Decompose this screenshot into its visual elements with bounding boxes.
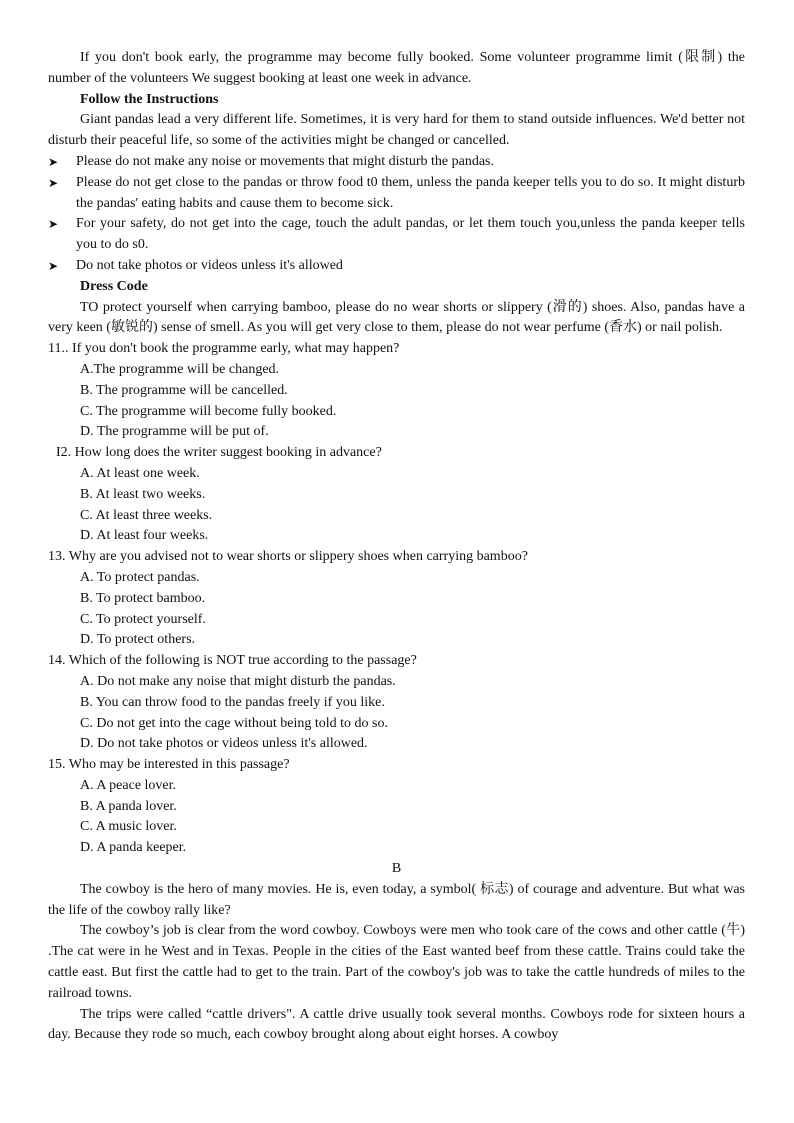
answer-option: C. At least three weeks. bbox=[80, 507, 213, 523]
bullet-text: For your safety, do not get into the cage, touch the adult pandas, or let them touch you,unless the panda keeper tells you to do s0. bbox=[76, 216, 745, 253]
bullet-text: Please do not get close to the pandas or throw food t0 them, unless the panda keeper tells you to do so. It might disturb the pandas' eating habits and cause them to become sick. bbox=[76, 174, 745, 211]
answer-option: C. A music lover. bbox=[80, 819, 177, 835]
answer-option: B. A panda lover. bbox=[80, 798, 177, 814]
intro-paragraph: If you don't book early, the programme may become fully booked. Some volunteer programme limit (限制) the number of the volunteers We suggest booking at least one week in advance. bbox=[48, 50, 745, 86]
answer-option: A. Do not make any noise that might disturb the pandas. bbox=[80, 673, 396, 689]
bullet-text: Please do not make any noise or movements that might disturb the pandas. bbox=[76, 153, 494, 169]
section-b-paragraph: The cowboy is the hero of many movies. He is, even today, a symbol( 标志) of courage and adventure. But what was the life of the cowboy rally like? bbox=[48, 881, 745, 918]
arrow-bullet-icon: ➤ bbox=[48, 258, 59, 273]
instruction-bullet bbox=[48, 256, 745, 277]
answer-option: A. To protect pandas. bbox=[80, 569, 200, 585]
answer-option: A.The programme will be changed. bbox=[80, 361, 280, 377]
question-stem: 14. Which of the following is NOT true according to the passage? bbox=[48, 653, 417, 669]
arrow-bullet-icon: ➤ bbox=[48, 154, 59, 169]
section-b-paragraph: The cowboy’s job is clear from the word cowboy. Cowboys were men who took care of the cows and other cattle (牛) .The cat were in he West and in Texas. People in the cities of the East wanted beef from these cattle. Trains could take the cattle east. But first the cattle had to get to the train. Part of the cowboy's job was to take the cattle hundreds of miles to the railroad towns. bbox=[48, 923, 745, 1001]
dress-code-paragraph: TO protect yourself when carrying bamboo, please do no wear shorts or slippery (滑的) shoes. Also, pandas have a very keen (敏锐的) sense of smell. As you will get very close to them, please do not wear perfume (香水) or nail polish. bbox=[48, 299, 745, 336]
answer-option: B. To protect bamboo. bbox=[80, 590, 206, 606]
arrow-bullet-icon: ➤ bbox=[48, 175, 59, 190]
instructions-paragraph: Giant pandas lead a very different life. Sometimes, it is very hard for them to stand outside influences. We'd better not disturb their peaceful life, so some of the activities might be changed or cancelled. bbox=[48, 112, 745, 149]
answer-option: D. Do not take photos or videos unless it's allowed. bbox=[80, 736, 368, 752]
document-body bbox=[48, 48, 745, 1046]
instruction-bullet bbox=[48, 152, 745, 173]
bullet-text: Do not take photos or videos unless it's allowed bbox=[76, 257, 343, 273]
section-b-paragraph: The trips were called “cattle drivers". A cattle drive usually took several months. Cowboys rode for sixteen hours a day. Because they rode so much, each cowboy brought along about eight horses. A cowboy bbox=[48, 1006, 745, 1043]
answer-option: B. The programme will be cancelled. bbox=[80, 382, 288, 398]
dress-code-heading: Dress Code bbox=[80, 278, 148, 294]
question-stem: 13. Why are you advised not to wear shorts or slippery shoes when carrying bamboo? bbox=[48, 549, 528, 565]
question-stem: 11.. If you don't book the programme early, what may happen? bbox=[48, 341, 400, 357]
section-b-label: B bbox=[391, 861, 402, 877]
answer-option: D. At least four weeks. bbox=[80, 528, 209, 544]
instructions-heading: Follow the Instructions bbox=[80, 91, 219, 107]
answer-option: B. At least two weeks. bbox=[80, 486, 206, 502]
question-stem: I2. How long does the writer suggest booking in advance? bbox=[56, 445, 382, 461]
question-stem: 15. Who may be interested in this passage? bbox=[48, 757, 290, 773]
answer-option: B. You can throw food to the pandas freely if you like. bbox=[80, 694, 385, 710]
answer-option: D. The programme will be put of. bbox=[80, 424, 269, 440]
answer-option: C. To protect yourself. bbox=[80, 611, 206, 627]
answer-option: C. Do not get into the cage without being told to do so. bbox=[80, 715, 388, 731]
answer-option: A. At least one week. bbox=[80, 465, 200, 481]
arrow-bullet-icon: ➤ bbox=[48, 217, 59, 232]
answer-option: D. A panda keeper. bbox=[80, 840, 187, 856]
answer-option: D. To protect others. bbox=[80, 632, 196, 648]
answer-option: A. A peace lover. bbox=[80, 777, 177, 793]
instruction-bullet bbox=[48, 173, 745, 215]
instruction-bullet bbox=[48, 214, 745, 256]
answer-option: C. The programme will become fully booked. bbox=[80, 403, 337, 419]
